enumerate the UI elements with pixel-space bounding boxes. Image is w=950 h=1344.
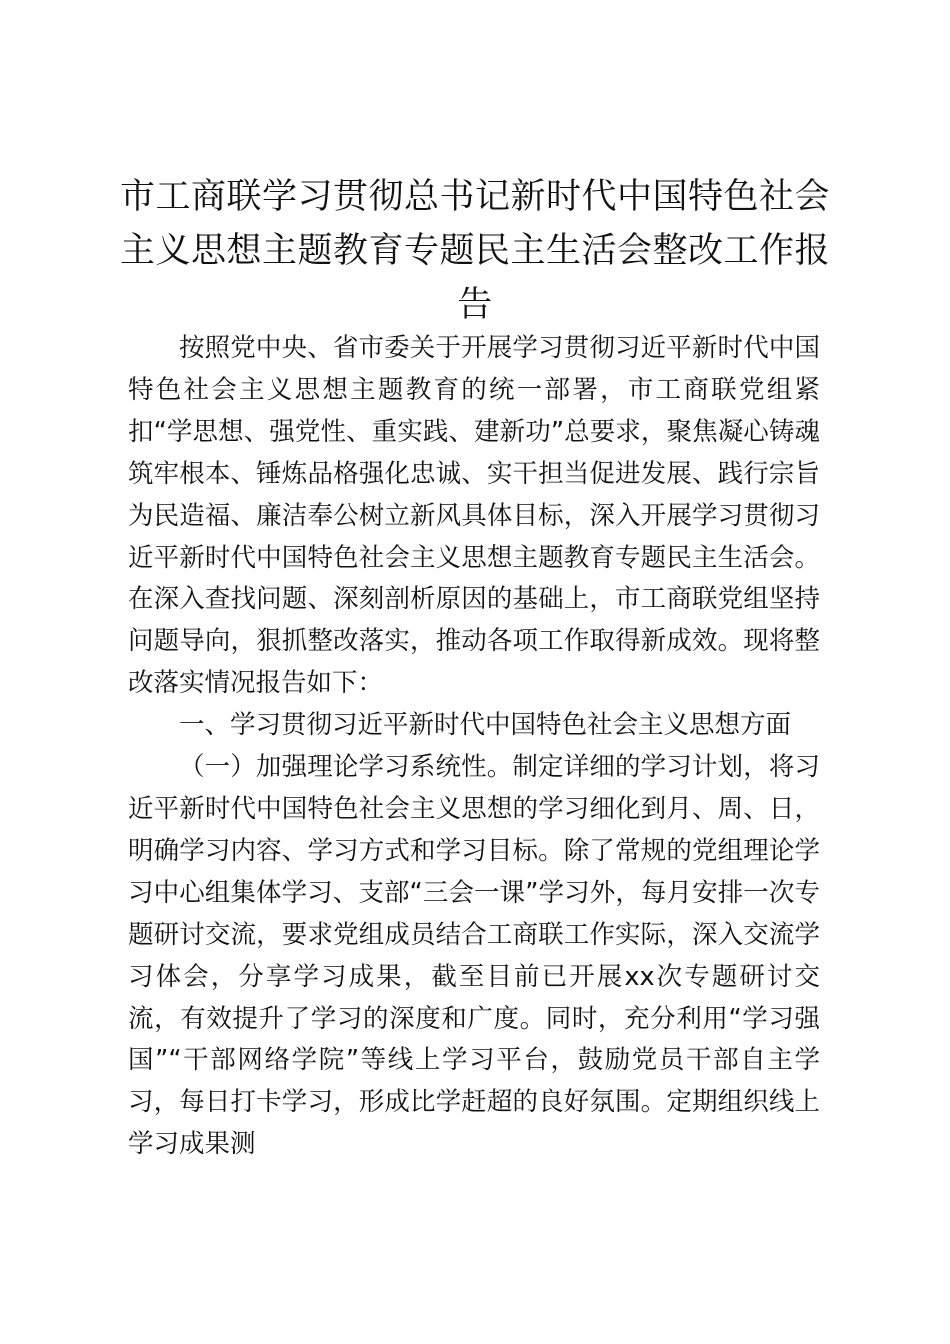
section-heading: 一、学习贯彻习近平新时代中国特色社会主义思想方面 (179, 710, 792, 741)
document-title: 市工商联学习贯彻总书记新时代中国特色社会主义思想主题教育专题民主生活会整改工作报告 (119, 177, 830, 325)
document-body (128, 328, 820, 1166)
subsection-paragraph: （一）加强理论学习系统性。制定详细的学习计划，将习近平新时代中国特色社会主义思想的学习细化到月、周、日，明确学习内容、学习方式和学习目标。除了常规的党组理论学习中心组集体学习、支部“三会一课”学习外，每月安排一次专题研讨交流，要求党组成员结合工商联工作实际，深入交流学习体会，分享学习成果，截至目前已开展xx次专题研讨交流，有效提升了学习的深度和广度。同时，充分利用“学习强国”“干部网络学院”等线上学习平台，鼓励党员干部自主学习，每日打卡学习，形成比学赶超的良好氛围。定期组织线上学习成果测 (128, 752, 820, 1160)
intro-paragraph: 按照党中央、省市委关于开展学习贯彻习近平新时代中国特色社会主义思想主题教育的统一部署，市工商联党组紧扣“学思想、强党性、重实践、建新功”总要求，聚焦凝心铸魂筑牢根本、锤炼品格强化忠诚、实干担当促进发展、践行宗旨为民造福、廉洁奉公树立新风具体目标，深入开展学习贯彻习近平新时代中国特色社会主义思想主题教育专题民主生活会。在深入查找问题、深刻剖析原因的基础上，市工商联党组坚持问题导向，狠抓整改落实，推动各项工作取得新成效。现将整改落实情况报告如下： (128, 333, 820, 699)
